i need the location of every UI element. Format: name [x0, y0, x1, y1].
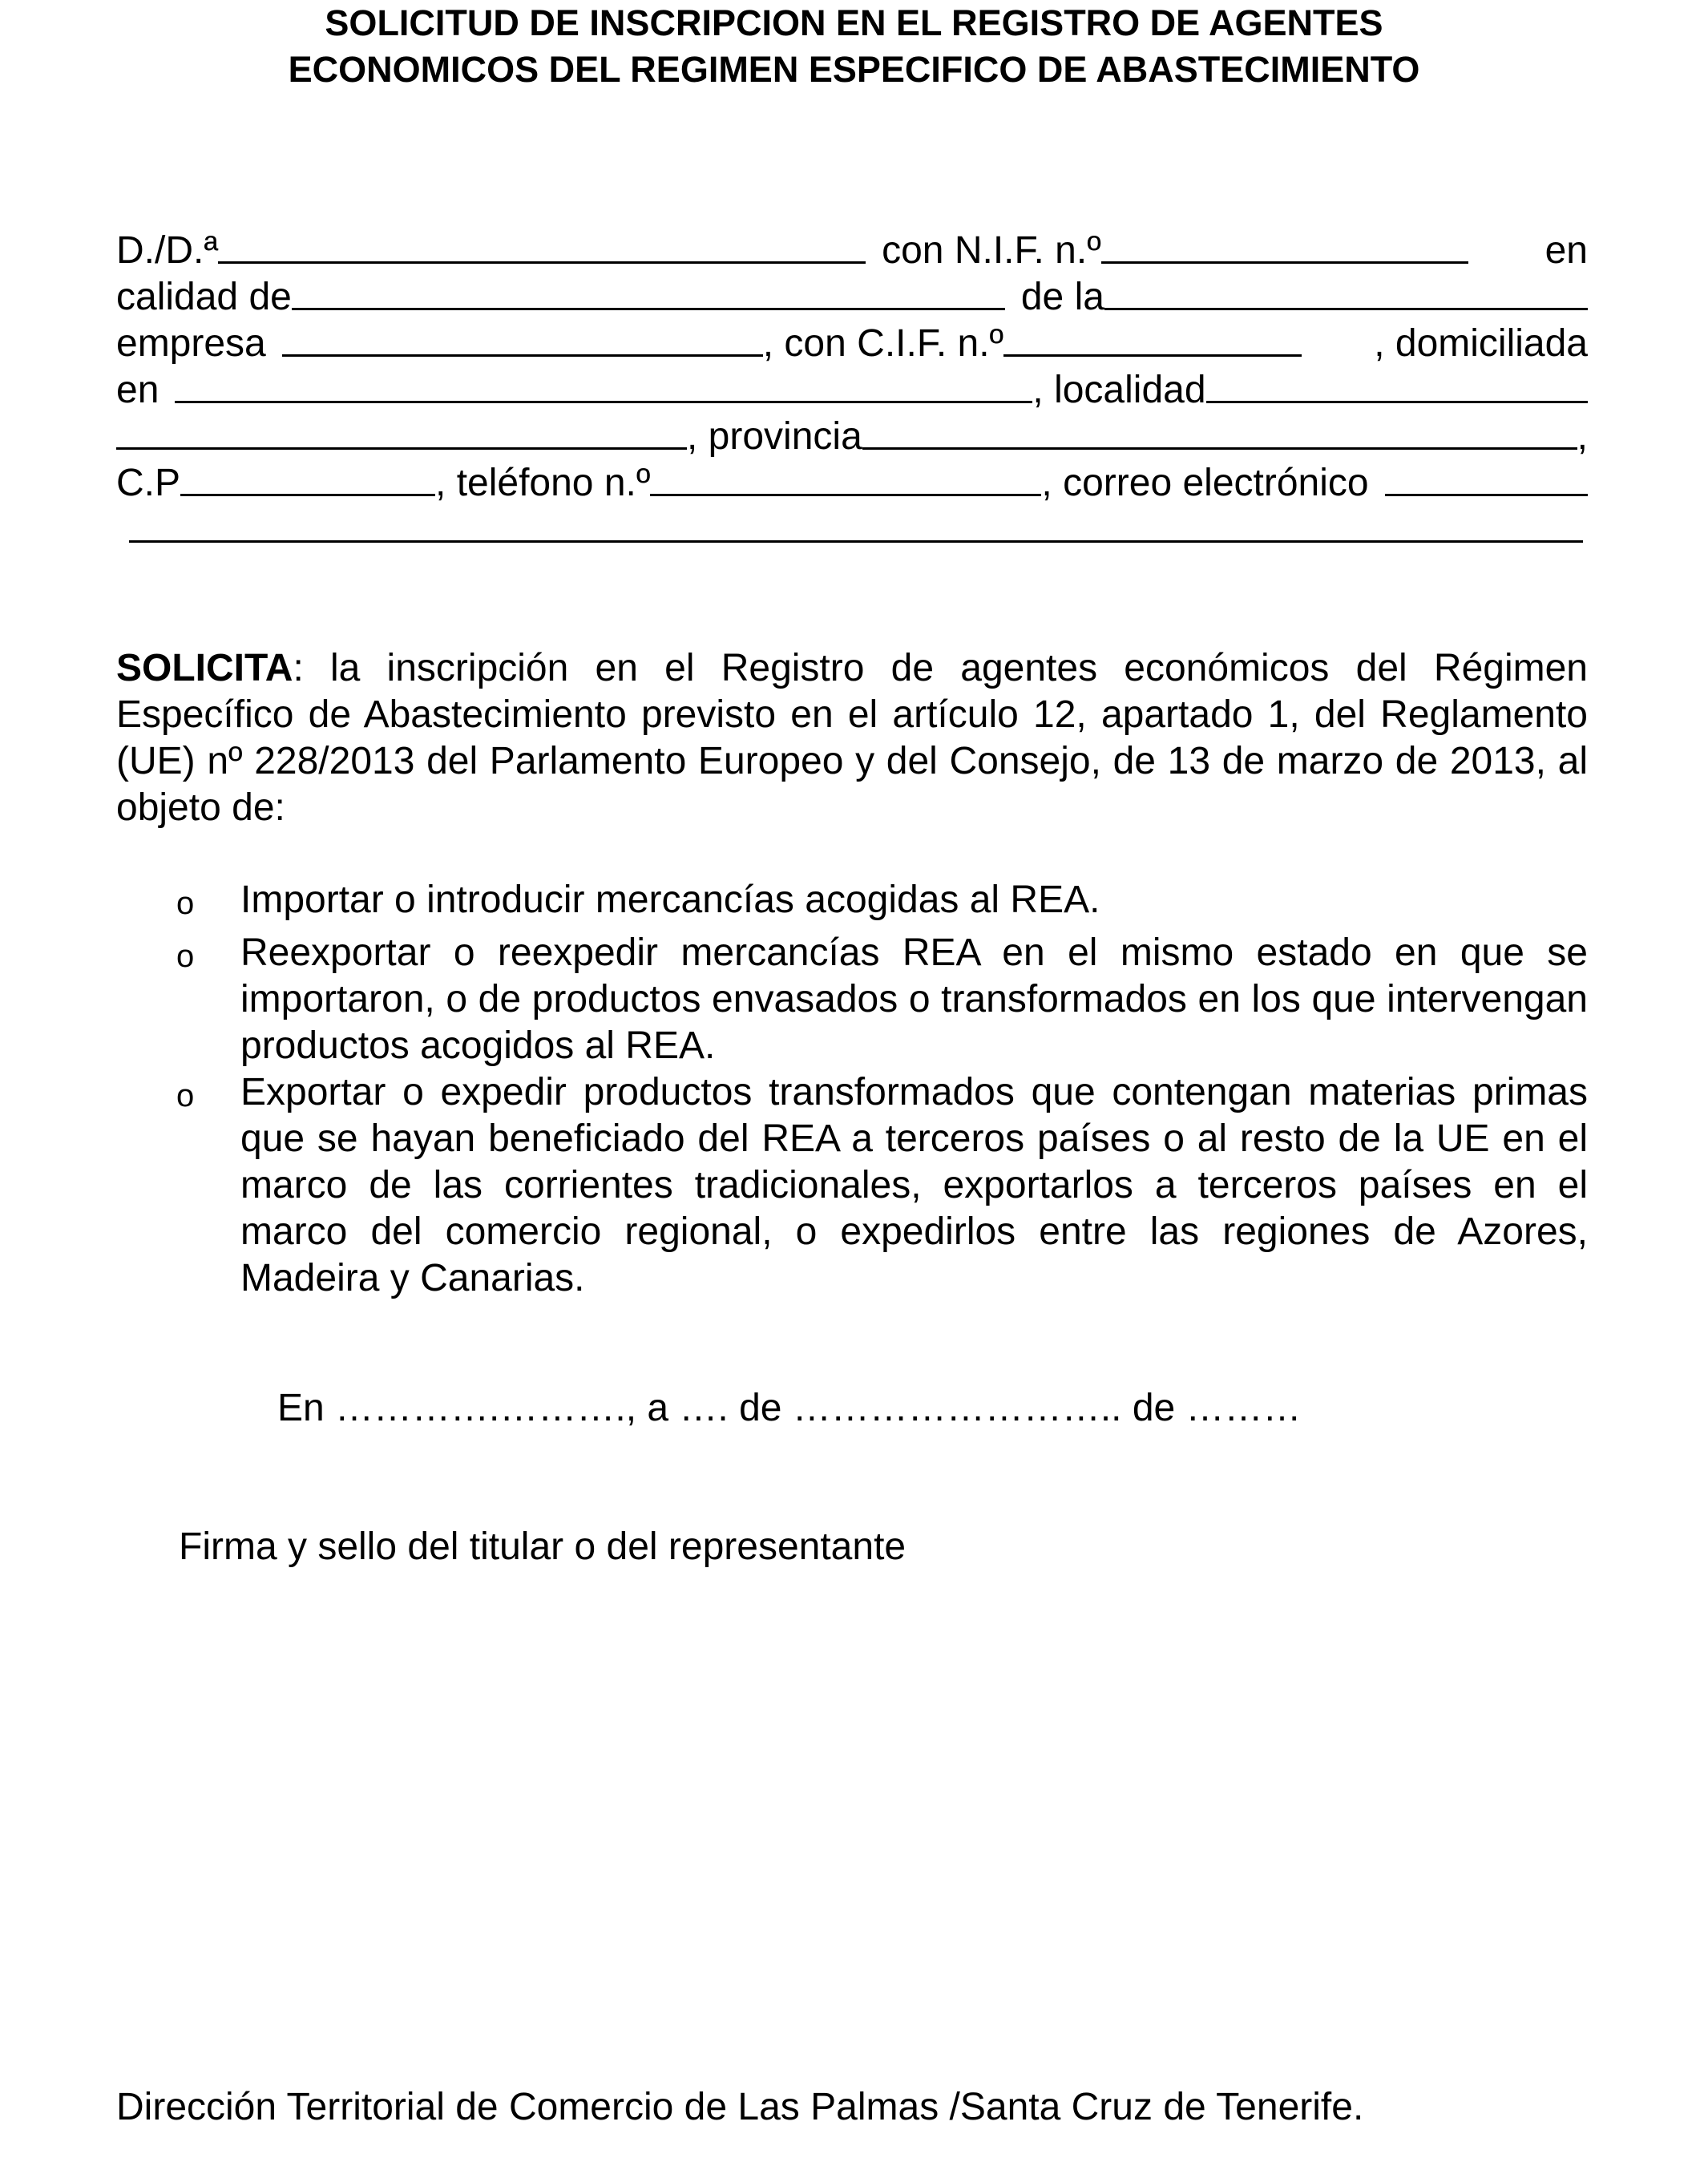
label-cif: , con C.I.F. n.º [762, 322, 1004, 365]
form-row-email-continued [116, 507, 1588, 554]
label-domiciliada: , domiciliada [1374, 322, 1588, 365]
province-field[interactable] [862, 447, 1577, 450]
phone-field[interactable] [650, 494, 1041, 496]
company-field[interactable] [282, 354, 763, 357]
label-empresa: empresa [116, 322, 266, 365]
purpose-item [176, 877, 1588, 930]
label-name: D./D.ª [116, 229, 219, 272]
form-row-company [116, 321, 1588, 368]
locality-continued-field[interactable] [116, 447, 687, 450]
form-row-contact [116, 461, 1588, 507]
form-row-role [116, 275, 1588, 321]
purpose-list [176, 877, 1588, 1302]
label-de-la: de la [1020, 276, 1104, 318]
bullet-circle-icon: o [176, 886, 195, 921]
form-row-province [116, 414, 1588, 461]
address-field[interactable] [175, 401, 1032, 403]
request-label: SOLICITA [116, 647, 293, 689]
form-row-name [116, 228, 1588, 275]
label-telefono: , teléfono n.º [435, 462, 651, 504]
label-nif: con N.I.F. n.º [882, 229, 1101, 272]
bullet-circle-icon: o [176, 939, 195, 974]
purpose-item [176, 930, 1588, 1069]
postal-code-field[interactable] [180, 494, 435, 496]
cif-field[interactable] [1003, 354, 1302, 357]
purpose-text: Importar o introducir mercancías acogidas al REA. [240, 879, 1100, 921]
signature-label: Firma y sello del titular o del representante [179, 1525, 906, 1568]
request-paragraph [116, 645, 1588, 831]
form-row-address [116, 368, 1588, 414]
label-en: en [1544, 229, 1588, 272]
email-field[interactable] [1385, 494, 1588, 496]
locality-field[interactable] [1206, 401, 1588, 403]
title-line-2: ECONOMICOS DEL REGIMEN ESPECIFICO DE ABASTECIMIENTO [288, 49, 1420, 90]
label-localidad: , localidad [1032, 369, 1206, 411]
label-calidad: calidad de [116, 276, 292, 318]
purpose-text: Exportar o expedir productos transformados que contengan materias primas que se hayan beneficiado del REA a terceros países o al resto de la UE en el marco de las corrientes tradicionales, exportarlos a terceros países en el marco del comercio regional, o expedirlos entre las regiones de Azores, Madeira y Canarias. [240, 1071, 1588, 1299]
nif-field[interactable] [1101, 261, 1468, 264]
footer-addressee: Dirección Territorial de Comercio de Las Palmas /Santa Cruz de Tenerife. [116, 2086, 1364, 2128]
purpose-text: Reexportar o reexpedir mercancías REA en el mismo estado en que se importaron, o de productos envasados o transformados en los que intervengan productos acogidos al REA. [240, 931, 1588, 1067]
label-correo: , correo electrónico [1041, 462, 1369, 504]
request-text: : la inscripción en el Registro de agentes económicos del Régimen Específico de Abastecimiento previsto en el artículo 12, apartado 1, del Reglamento (UE) nº 228/2013 del Parlamento Europeo y del Consejo, de 13 de marzo de 2013, al objeto de: [116, 647, 1588, 829]
company-role-field[interactable] [1104, 308, 1588, 310]
purpose-item [176, 1069, 1588, 1302]
province-comma: , [1577, 415, 1588, 458]
document-title [0, 0, 1708, 93]
applicant-form [116, 228, 1588, 554]
date-place-line[interactable]: En ………….………., a …. de …………………….. de ……… [277, 1387, 1302, 1429]
label-provincia: , provincia [687, 415, 862, 458]
bullet-circle-icon: o [176, 1078, 195, 1113]
title-line-1: SOLICITUD DE INSCRIPCION EN EL REGISTRO DE AGENTES [325, 2, 1383, 43]
email-continued-field[interactable] [129, 540, 1583, 543]
name-field[interactable] [218, 261, 866, 264]
label-en-address: en [116, 369, 159, 411]
role-field[interactable] [292, 308, 1005, 310]
label-cp: C.P [116, 462, 181, 504]
